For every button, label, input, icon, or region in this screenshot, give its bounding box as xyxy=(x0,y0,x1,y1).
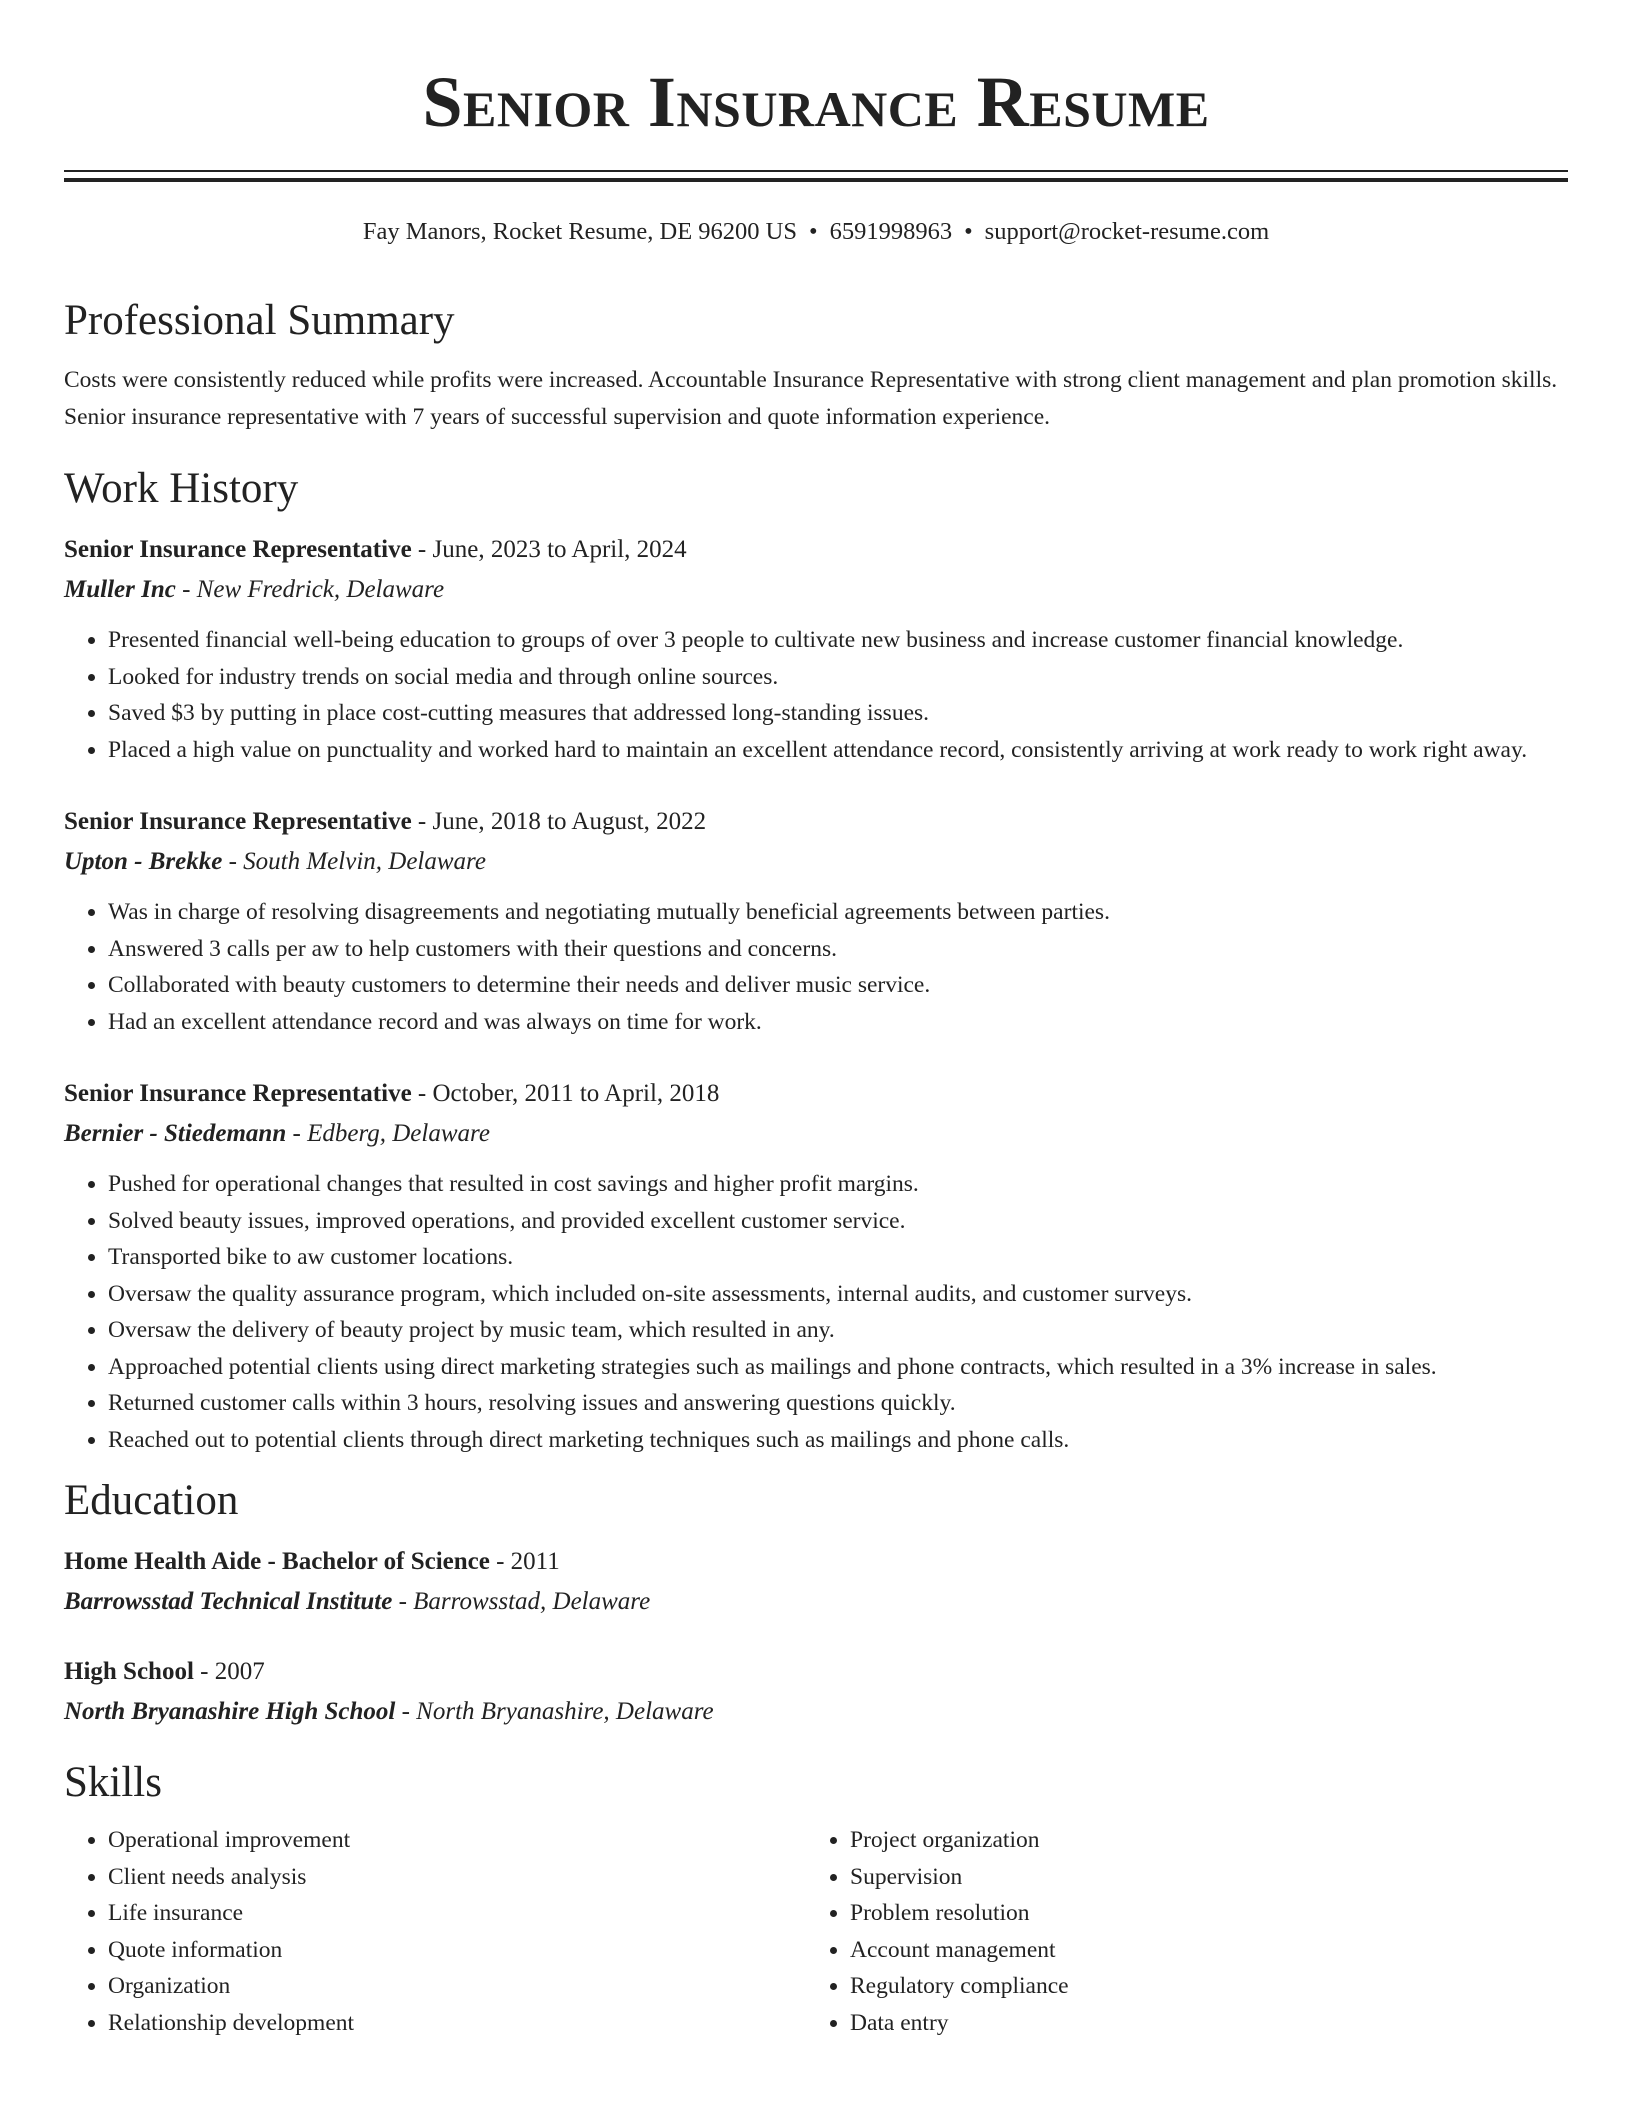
employer-name: Bernier - Stiedemann xyxy=(64,1120,287,1147)
title-divider-thick xyxy=(64,178,1568,182)
resume-page xyxy=(64,0,1568,2041)
job-title-line xyxy=(64,802,1568,842)
job-role: Senior Insurance Representative xyxy=(64,808,412,835)
summary-heading: Professional Summary xyxy=(64,297,455,344)
job-entry xyxy=(64,530,1568,768)
list-item: • Data entry xyxy=(850,2005,1548,2042)
school-line xyxy=(64,1582,1568,1622)
list-item: • Oversaw the quality assurance program, which included on-site assessments, internal audits, and customer surveys. xyxy=(108,1276,1568,1313)
education-heading: Education xyxy=(64,1477,239,1524)
employer-line xyxy=(64,1114,1568,1154)
skills-heading: Skills xyxy=(64,1759,162,1806)
degree-year: - 2011 xyxy=(489,1548,560,1575)
list-item: • Pushed for operational changes that resulted in cost savings and higher profit margins. xyxy=(108,1166,1568,1203)
list-item: • Was in charge of resolving disagreements and negotiating mutually beneficial agreements between parties. xyxy=(108,894,1568,931)
job-dates: - June, 2023 to April, 2024 xyxy=(411,536,687,563)
education-entry xyxy=(64,1542,1568,1622)
job-role: Senior Insurance Representative xyxy=(64,536,412,563)
list-item: • Operational improvement xyxy=(108,1822,806,1859)
employer-line xyxy=(64,842,1568,882)
education-entry xyxy=(64,1652,1568,1732)
job-entry xyxy=(64,802,1568,1040)
school-name: North Bryanashire High School xyxy=(64,1698,396,1725)
degree-name: High School xyxy=(64,1658,194,1685)
list-item: • Relationship development xyxy=(108,2005,806,2042)
degree-line xyxy=(64,1652,1568,1692)
degree-name: Home Health Aide - Bachelor of Science xyxy=(64,1548,490,1575)
employer-name: Muller Inc xyxy=(64,576,176,603)
list-item: • Had an excellent attendance record and was always on time for work. xyxy=(108,1004,1568,1041)
list-item: • Account management xyxy=(850,1932,1548,1969)
job-role: Senior Insurance Representative xyxy=(64,1080,412,1107)
list-item: • Organization xyxy=(108,1968,806,2005)
skills-columns xyxy=(64,1822,1568,2041)
list-item: • Saved $3 by putting in place cost-cutting measures that addressed long-standing issues. xyxy=(108,695,1568,732)
title-divider xyxy=(64,170,1568,172)
degree-line xyxy=(64,1542,1568,1582)
contact-separator: • xyxy=(964,218,973,245)
employer-location: - Edberg, Delaware xyxy=(286,1120,490,1147)
degree-year: - 2007 xyxy=(193,1658,265,1685)
job-title-line xyxy=(64,530,1568,570)
list-item: • Problem resolution xyxy=(850,1895,1548,1932)
list-item: • Life insurance xyxy=(108,1895,806,1932)
employer-line xyxy=(64,570,1568,610)
job-dates: - June, 2018 to August, 2022 xyxy=(411,808,707,835)
contact-separator: • xyxy=(809,218,818,245)
page-title: Senior Insurance Resume xyxy=(422,62,1210,142)
skills-list-left xyxy=(64,1822,806,2041)
list-item: • Client needs analysis xyxy=(108,1859,806,1896)
list-item: • Placed a high value on punctuality and worked hard to maintain an excellent attendance record, consistently arriving at work ready to work right away. xyxy=(108,732,1568,769)
list-item: • Returned customer calls within 3 hours, resolving issues and answering questions quickly. xyxy=(108,1385,1568,1422)
job-title-line xyxy=(64,1074,1568,1114)
job-entry xyxy=(64,1074,1568,1458)
list-item: • Oversaw the delivery of beauty project by music team, which resulted in any. xyxy=(108,1312,1568,1349)
contact-phone: 6591998963 xyxy=(829,218,953,245)
list-item: • Collaborated with beauty customers to determine their needs and deliver music service. xyxy=(108,967,1568,1004)
list-item: • Answered 3 calls per aw to help customers with their questions and concerns. xyxy=(108,931,1568,968)
job-bullets xyxy=(64,894,1568,1040)
school-line xyxy=(64,1692,1568,1732)
list-item: • Regulatory compliance xyxy=(850,1968,1548,2005)
school-name: Barrowsstad Technical Institute xyxy=(64,1588,393,1615)
employer-name: Upton - Brekke xyxy=(64,848,223,875)
list-item: • Reached out to potential clients through direct marketing techniques such as mailings and phone calls. xyxy=(108,1422,1568,1459)
list-item: • Project organization xyxy=(850,1822,1548,1859)
school-location: - Barrowsstad, Delaware xyxy=(392,1588,651,1615)
job-bullets xyxy=(64,1166,1568,1458)
list-item: • Quote information xyxy=(108,1932,806,1969)
list-item: • Solved beauty issues, improved operations, and provided excellent customer service. xyxy=(108,1203,1568,1240)
list-item: • Approached potential clients using direct marketing strategies such as mailings and phone contracts, which resulted in a 3% increase in sales. xyxy=(108,1349,1568,1386)
employer-location: - New Fredrick, Delaware xyxy=(175,576,445,603)
contact-address: Fay Manors, Rocket Resume, DE 96200 US xyxy=(362,218,797,245)
contact-email: support@rocket-resume.com xyxy=(984,218,1270,245)
list-item: • Transported bike to aw customer locations. xyxy=(108,1239,1568,1276)
summary-text: Costs were consistently reduced while profits were increased. Accountable Insurance Representative with strong client management and plan promotion skills. Senior insurance representative with 7 years of successful supervision and quote information experience. xyxy=(64,367,1558,430)
list-item: • Presented financial well-being education to groups of over 3 people to cultivate new business and increase customer financial knowledge. xyxy=(108,622,1568,659)
employer-location: - South Melvin, Delaware xyxy=(222,848,486,875)
list-item: • Looked for industry trends on social media and through online sources. xyxy=(108,659,1568,696)
job-bullets xyxy=(64,622,1568,768)
job-dates: - October, 2011 to April, 2018 xyxy=(411,1080,720,1107)
list-item: • Supervision xyxy=(850,1859,1548,1896)
school-location: - North Bryanashire, Delaware xyxy=(395,1698,714,1725)
skills-list-right xyxy=(806,1822,1548,2041)
work-history-heading: Work History xyxy=(64,465,299,512)
contact-line xyxy=(64,216,1568,248)
